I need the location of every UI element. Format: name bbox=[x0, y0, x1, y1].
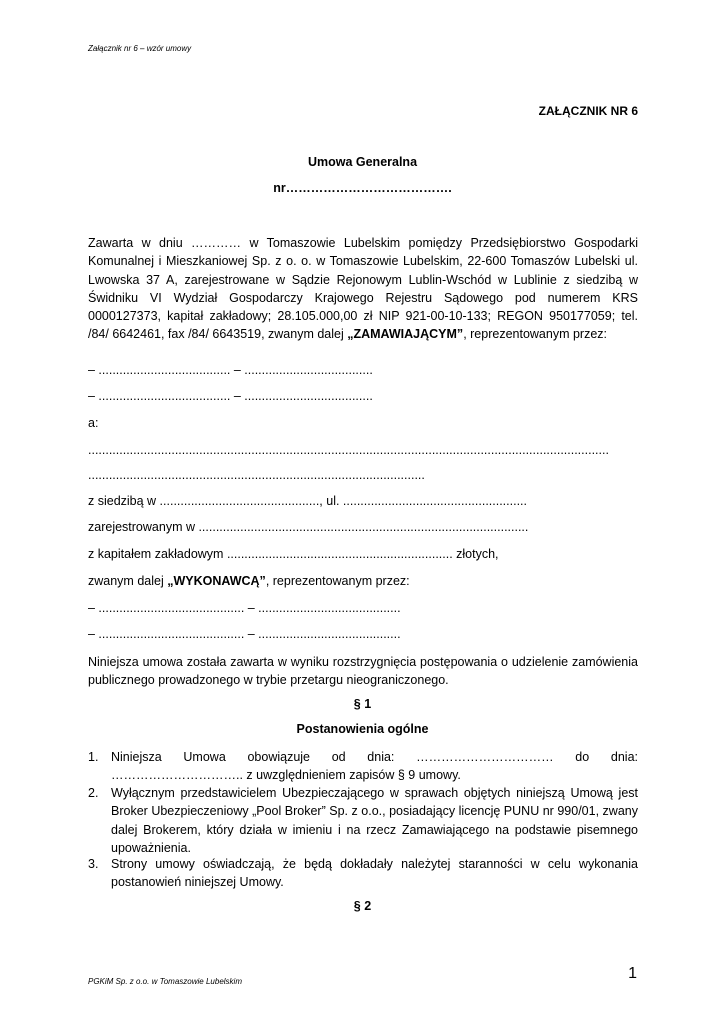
contractor-name-line: ...................................................................................................................................................... bbox=[88, 443, 609, 457]
contractor-called-line bbox=[88, 574, 410, 588]
list-item bbox=[88, 855, 638, 892]
contractor-representative-line: – .......................................... – ......................................... bbox=[88, 601, 401, 615]
page-header-note: Załącznik nr 6 – wzór umowy bbox=[88, 44, 192, 53]
list-item-number: 3. bbox=[88, 857, 99, 871]
annex-title: ZAŁĄCZNIK NR 6 bbox=[538, 104, 638, 118]
client-party-name: „ZAMAWIAJĄCYM” bbox=[347, 327, 464, 342]
contractor-called-text: zwanym dalej bbox=[88, 574, 168, 588]
list-item-text: Niniejsza Umowa obowiązuje od dnia: …………………………… do dnia: ………………………….. z uwzględnieniem zapisów § 9 umowy. bbox=[111, 750, 638, 783]
list-item-number: 2. bbox=[88, 786, 99, 800]
contractor-representative-line: – .......................................... – ......................................... bbox=[88, 627, 401, 641]
section-2-symbol: § 2 bbox=[353, 899, 372, 913]
client-representative-line: – ...................................... – ..................................... bbox=[88, 389, 373, 403]
contractor-registered-line: zarejestrowanym w ............................................................................................... bbox=[88, 520, 529, 534]
intro-paragraph bbox=[88, 234, 638, 344]
section-1-symbol: § 1 bbox=[353, 697, 372, 711]
section-1-title: Postanowienia ogólne bbox=[296, 722, 429, 736]
contract-title: Umowa Generalna bbox=[307, 155, 418, 169]
list-item bbox=[88, 784, 638, 857]
list-item-number: 1. bbox=[88, 750, 99, 764]
contractor-capital-line: z kapitałem zakładowym ................................................................. złotych, bbox=[88, 547, 499, 561]
list-item-text: Wyłącznym przedstawicielem Ubezpieczającego w sprawach objętych niniejszą Umową jest Broker Ubezpieczeniowy „Pool Broker” Sp. z o.o., posiadający licencję PUNU nr 990/01, zwany dalej Brokerem, który działa w imieniu i na rzecz Zamawiającego na podstawie pisemnego upoważnienia. bbox=[111, 786, 638, 855]
contractor-party-name: „WYKONAWCĄ” bbox=[167, 574, 266, 588]
intro-text: Zawarta w dniu ………… w Tomaszowie Lubelskim pomiędzy Przedsiębiorstwo Gospodarki Komunalnej i Mieszkaniowej Sp. z o. o. w Tomaszowie Lubelskim, 22-600 Tomaszów Lubelski ul. Lwowska 37 A, zarejestrowane w Sądzie Rejonowym Lublin-Wschód w Lublinie z siedzibą w Świdniku VI Wydział Gospodarczy Krajowego Rejestru Sądowego pod numerem KRS 0000127373, kapitał zakładowy; 28.105.000,00 zł NIP 921-00-10-133; REGON 950177059; tel. /84/ 6642461, fax /84/ 6643519, zwanym dalej bbox=[88, 236, 638, 342]
contract-number: nr…………………………………. bbox=[273, 181, 452, 195]
list-item bbox=[88, 748, 638, 785]
contractor-seat-line: z siedzibą w .............................................., ul. ..................................................... bbox=[88, 494, 527, 508]
list-item-text: Strony umowy oświadczają, że będą dokładały należytej staranności w celu wykonania postanowień niniejszej Umowy. bbox=[111, 857, 638, 890]
intro-text-end: , reprezentowanym przez: bbox=[463, 327, 607, 342]
tender-paragraph: Niniejsza umowa została zawarta w wyniku rozstrzygnięcia postępowania o udzielenie zamówienia publicznego prowadzonego w trybie przetargu nieograniczonego. bbox=[88, 655, 638, 688]
contractor-called-text-end: , reprezentowanym przez: bbox=[265, 574, 410, 588]
page-number: 1 bbox=[628, 965, 637, 982]
client-representative-line: – ...................................... – ..................................... bbox=[88, 363, 373, 377]
and-label: a: bbox=[88, 416, 99, 430]
contractor-name-line: ................................................................................................. bbox=[88, 468, 425, 482]
footer-company: PGKiM Sp. z o.o. w Tomaszowie Lubelskim bbox=[88, 977, 242, 986]
